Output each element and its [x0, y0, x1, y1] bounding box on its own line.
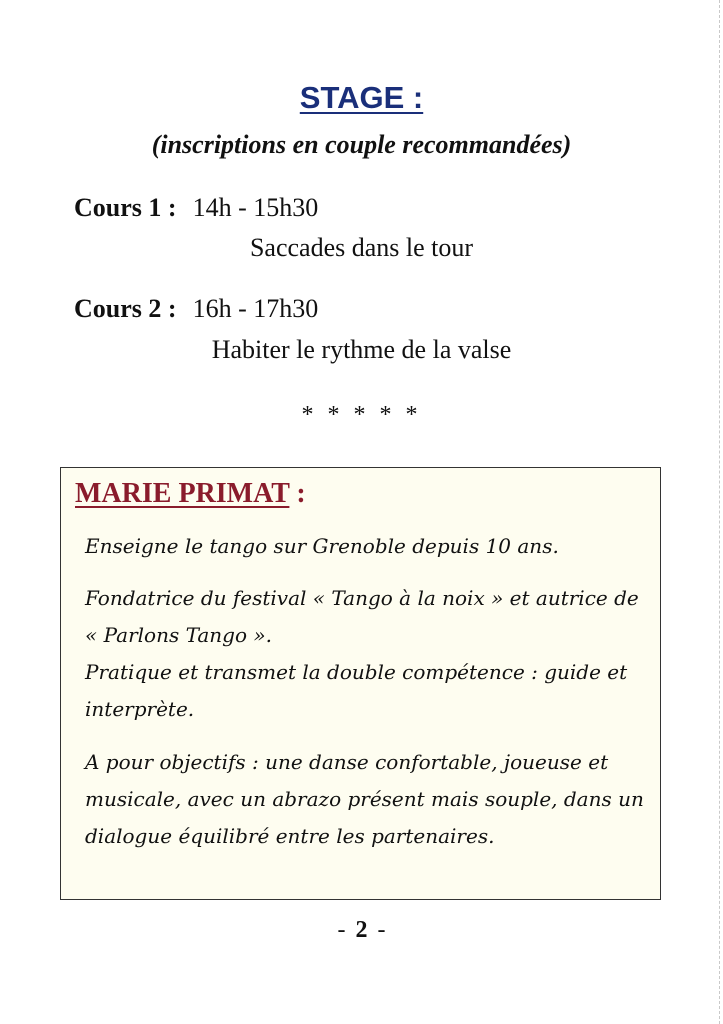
separator-stars: * * * * * [301, 402, 422, 428]
teacher-bio-box [60, 467, 661, 900]
section-title-text: STAGE : [299, 80, 424, 115]
bio-paragraph-1: Enseigne le tango sur Grenoble depuis 10 ans. [85, 534, 559, 558]
course-1-topic: Saccades dans le tour [249, 233, 474, 262]
page-footer [0, 917, 723, 944]
course-1-line [74, 193, 318, 223]
course-2-topic: Habiter le rythme de la valse [211, 335, 512, 364]
course-1-time: 14h - 15h30 [192, 193, 319, 222]
page-number: 2 [355, 917, 368, 943]
teacher-name-heading [75, 478, 306, 510]
course-2-time: 16h - 17h30 [192, 294, 319, 323]
teacher-name: MARIE PRIMAT [75, 478, 290, 509]
footer-dash-left: - [337, 917, 346, 943]
course-2-label: Cours 2 : [74, 294, 177, 323]
footer-dash-right: - [377, 917, 386, 943]
teacher-name-suffix: : [289, 478, 306, 509]
course-1-label: Cours 1 : [74, 193, 177, 222]
course-2-line [74, 294, 318, 324]
section-title [0, 80, 723, 116]
bio-paragraph-4: A pour objectifs : une danse confortable, joueuse et musicale, avec un abrazo présent mais souple, dans un dialogue équilibré entre les partenaires. [85, 750, 644, 848]
bio-paragraph-3: Pratique et transmet la double compétence : guide et interprète. [85, 660, 628, 721]
bio-paragraph-2: Fondatrice du festival « Tango à la noix » et autrice de « Parlons Tango ». [85, 586, 639, 647]
registration-note: (inscriptions en couple recommandées) [151, 130, 572, 159]
